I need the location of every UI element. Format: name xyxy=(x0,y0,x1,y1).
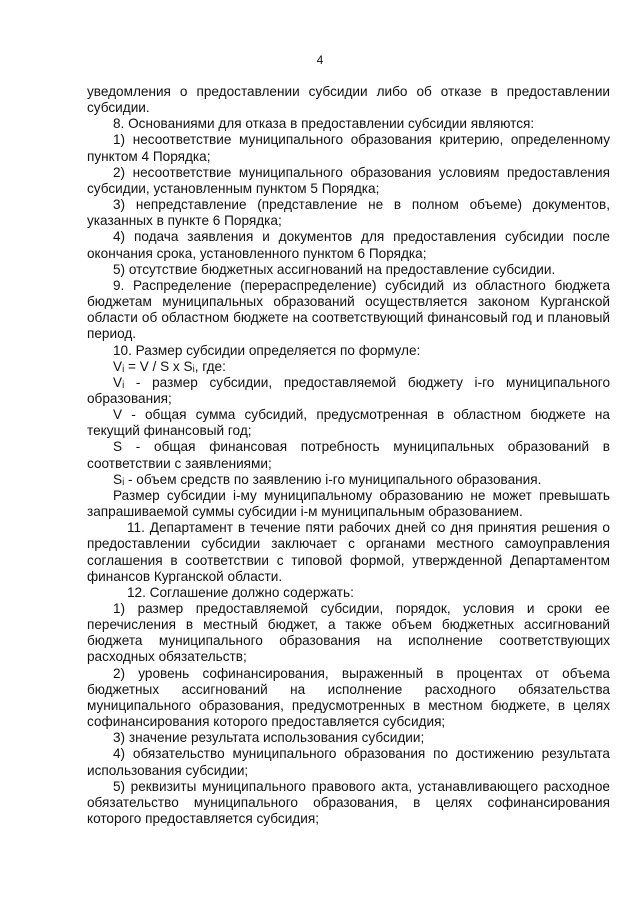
paragraph-item-8-2: 2) несоответствие муниципального образования условиям предоставления субсидии, установленным пунктом 5 Порядка; xyxy=(87,164,610,196)
paragraph-subsidy-limit: Размер субсидии i-му муниципальному образованию не может превышать запрашиваемой суммы субсидии i-м муниципальным образованием. xyxy=(87,487,610,520)
paragraph-item-8-3: 3) непредставление (представление не в полном объеме) документов, указанных в пункте 6 Порядка; xyxy=(87,197,610,229)
paragraph-item-12: 12. Соглашение должно содержать: xyxy=(127,584,354,600)
formula-definition-si: Sᵢ - объем средств по заявлению i-го муниципального образования. xyxy=(113,471,542,487)
paragraph-item-8-4: 4) подача заявления и документов для предоставления субсидии после окончания срока, установленного пунктом 6 Порядка; xyxy=(87,229,610,261)
formula-definition-s: S - общая финансовая потребность муниципальных образований в соответствии с заявлениями; xyxy=(87,439,610,471)
paragraph-item-12-5: 5) реквизиты муниципального правового акта, устанавливающего расходное обязательство муниципального образования, в целях софинансирования которого предоставляется субсидия; xyxy=(87,778,610,827)
formula-definition-vi: Vᵢ - размер субсидии, предоставляемой бюджету i-го муниципального образования; xyxy=(87,374,610,406)
paragraph-item-12-3: 3) значение результата использования субсидии; xyxy=(113,730,425,746)
document-body xyxy=(87,84,610,827)
page-number: 4 xyxy=(316,53,324,67)
formula-definition-v: V - общая сумма субсидий, предусмотренная в областном бюджете на текущий финансовый год; xyxy=(87,407,610,439)
paragraph-item-9: 9. Распределение (перераспределение) субсидий из областного бюджета бюджетам муниципальных образований осуществляется законом Курганской области об областном бюджете на соответствующий финансовый год и плановый период. xyxy=(87,277,610,342)
paragraph-item-8: 8. Основаниями для отказа в предоставлении субсидии являются: xyxy=(113,116,535,132)
paragraph-item-12-2: 2) уровень софинансирования, выраженный в процентах от объема бюджетных ассигнований на исполнение расходного обязательства муниципального образования, предусмотренных в местном бюджете, в целях софинансирования которого предоставляется субсидия; xyxy=(87,665,610,730)
paragraph-item-8-1: 1) несоответствие муниципального образования критерию, определенному пунктом 4 Порядка; xyxy=(87,132,610,164)
paragraph-item-10: 10. Размер субсидии определяется по формуле: xyxy=(113,342,421,358)
paragraph-item-12-4: 4) обязательство муниципального образования по достижению результата использования субсидии; xyxy=(87,746,610,778)
paragraph-item-12-1: 1) размер предоставляемой субсидии, порядок, условия и сроки ее перечисления в местный бюджет, а также объем бюджетных ассигнований бюджета муниципального образования на исполнение соответствующих расходных обязательств; xyxy=(87,601,610,665)
paragraph-item-8-5: 5) отсутствие бюджетных ассигнований на предоставление субсидии. xyxy=(113,261,556,277)
paragraph-continuation: уведомления о предоставлении субсидии либо об отказе в предоставлении субсидии. xyxy=(87,84,610,116)
formula: Vᵢ = V / S x Sᵢ, где: xyxy=(113,358,226,374)
paragraph-item-11: 11. Департамент в течение пяти рабочих дней со дня принятия решения о предоставлении субсидии заключает с органами местного самоуправления соглашения в соответствии с типовой формой, утвержденной Департаментом финансов Курганской области. xyxy=(87,520,610,584)
